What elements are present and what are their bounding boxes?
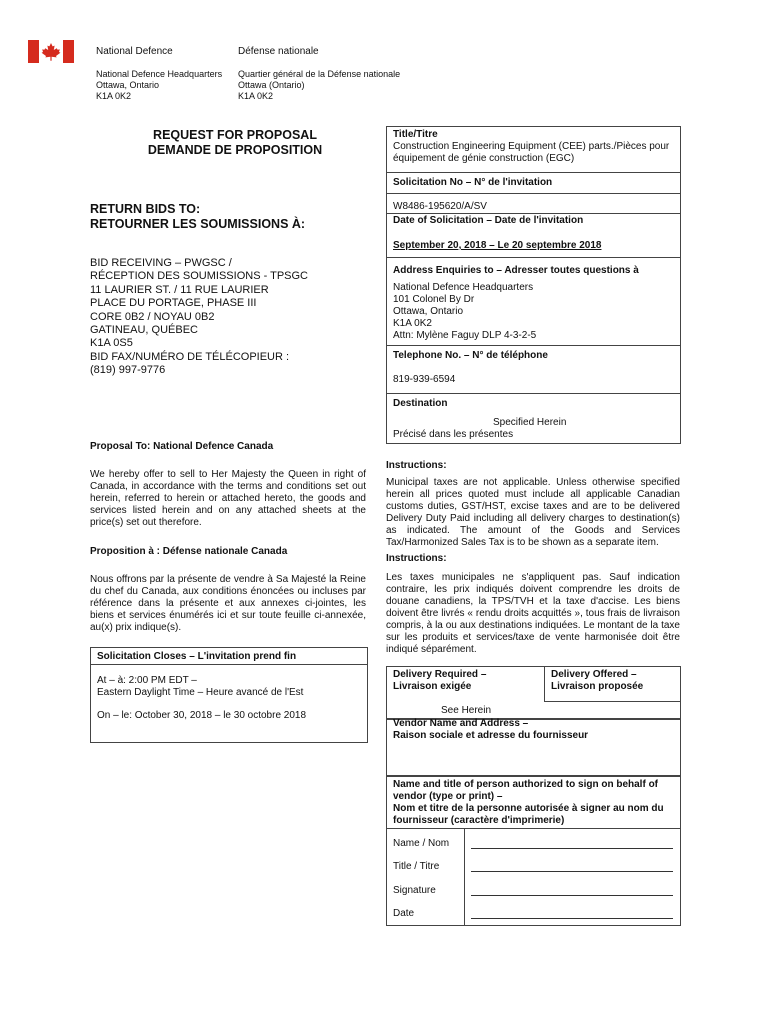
delivery-offered-label: Delivery Offered – Livraison proposée (551, 669, 644, 692)
rfp-title-en: REQUEST FOR PROPOSAL (153, 128, 317, 142)
proposal-body-fr: Nous offrons par la présente de vendre à Sa Majesté la Reine du chef du Canada, aux conditions énoncées ou incluses par référence dans la présente et aux annexes ci-jointes, les biens et services énumérés ici et sur toute feuille ci-annexée, au(x) prix indique(s). (90, 574, 366, 633)
right-top-border (386, 126, 681, 127)
right-column-border-right (680, 126, 681, 444)
closes-time: At – à: 2:00 PM EDT – Eastern Daylight Time – Heure avancé de l'Est (97, 675, 304, 698)
enquiries-label: Address Enquiries to – Adresser toutes questions à (393, 265, 639, 276)
telephone-value: 819-939-6594 (393, 374, 456, 385)
delivery-required-label: Delivery Required – Livraison exigée (393, 669, 487, 692)
sig-signature-line[interactable] (471, 895, 673, 896)
solicitation-date-label: Date of Solicitation – Date de l'invitation (393, 215, 584, 226)
sig-date-label: Date (393, 908, 415, 919)
vendor-label: Vendor Name and Address – Raison sociale et adresse du fournisseur (393, 718, 589, 741)
sig-signature-label: Signature (393, 885, 436, 896)
divider-solvalue (386, 213, 681, 214)
right-column-border (386, 126, 387, 444)
instructions-label-fr: Instructions: (386, 553, 447, 564)
authorized-signer-divider (386, 828, 681, 829)
delivery-divider (544, 666, 545, 702)
return-bids-heading-fr: RETOURNER LES SOUMISSIONS À: (90, 217, 306, 231)
title-value: Construction Engineering Equipment (CEE) parts./Pièces pour équipement de génie construction (EGC) (393, 141, 670, 164)
rfp-title-fr: DEMANDE DE PROPOSITION (147, 143, 323, 157)
authorized-signer-label-text: Name and title of person authorized to sign on behalf of vendor (type or print) – Nom et titre de la personne autorisée à signer au nom du fournisseur (caractère d'imprimerie) (393, 779, 664, 826)
divider-date (386, 257, 681, 258)
instructions-body-en: Municipal taxes are not applicable. Unless otherwise specified herein all prices quoted must include all applicable Canadian customs duties, GST/HST, excise taxes and are to be delivered Delivery Duty Paid including all delivery charges to destination(s) as indicated. The amount of the Goods and Services Tax/Harmonized Sales Tax is to be shown as a separate item. (386, 477, 680, 548)
sig-name-label: Name / Nom (393, 838, 450, 849)
divider-tel (386, 393, 681, 394)
dept-address-fr: Quartier général de la Défense nationale Ottawa (Ontario) K1A 0K2 (238, 69, 401, 101)
proposal-heading-fr: Proposition à : Défense nationale Canada (90, 546, 288, 557)
solicitation-no-label: Solicitation No – N° de l'invitation (393, 177, 553, 188)
sig-title-line[interactable] (471, 871, 673, 872)
dept-name-fr: Défense nationale (238, 46, 319, 57)
divider-dest (386, 443, 681, 444)
proposal-heading-en: Proposal To: National Defence Canada (90, 441, 274, 452)
closes-divider (90, 664, 368, 665)
sig-date-line[interactable] (471, 918, 673, 919)
authorized-signer-label (393, 779, 677, 827)
destination-value-en: Specified Herein (493, 417, 567, 428)
proposal-body-en: We hereby offer to sell to Her Majesty the Queen in right of Canada, in accordance with the terms and conditions set out herein, referred to herein or attached hereto, the goods and services listed herein and on any attached sheets at the price(s) set out therefore. (90, 469, 366, 528)
signature-column-divider (464, 828, 465, 926)
delivery-bottom-divider (544, 701, 681, 702)
instructions-body-fr: Les taxes municipales ne s'appliquent pas. Sauf indication contraire, les prix indiqués doivent comprendre les droits de douane canadiens, la TPS/TVH et la taxe d'accise. Les biens doivent être livrés « rendu droits acquittés », tous frais de livraison compris, à la ou aux destinations indiquées. Le montant de la taxe sur les produits et services/taxe de vente harmonisée doit être indiqué séparément. (386, 572, 680, 655)
instructions-label-en: Instructions: (386, 460, 447, 471)
dept-address-en: National Defence Headquarters Ottawa, Ontario K1A 0K2 (96, 69, 223, 101)
return-bids-heading-en: RETURN BIDS TO: (90, 202, 201, 216)
divider-enq (386, 345, 681, 346)
sig-title-label: Title / Titre (393, 861, 440, 872)
enquiries-address: National Defence Headquarters 101 Colonel By Dr Ottawa, Ontario K1A 0K2 Attn: Mylène Faguy DLP 4-3-2-5 (393, 282, 537, 341)
dept-name-en: National Defence (96, 46, 173, 57)
closes-date: On – le: October 30, 2018 – le 30 octobre 2018 (97, 710, 307, 721)
title-label: Title/Titre (393, 129, 438, 140)
destination-value-fr: Précisé dans les présentes (393, 429, 514, 440)
sig-name-line[interactable] (471, 848, 673, 849)
closes-heading: Solicitation Closes – L'invitation prend fin (97, 651, 297, 662)
return-bids-address: BID RECEIVING – PWGSC / RÉCEPTION DES SOUMISSIONS - TPSGC 11 LAURIER ST. / 11 RUE LAURIER PLACE DU PORTAGE, PHASE III CORE 0B2 / NOYAU 0B2 GATINEAU, QUÉBEC K1A 0S5 BID FAX/NUMÉRO DE TÉLÉCOPIEUR : (819) 997-9776 (90, 257, 308, 377)
solicitation-no-value: W8486-195620/A/SV (393, 201, 487, 212)
destination-label: Destination (393, 398, 448, 409)
divider-title (386, 172, 681, 173)
canada-flag-logo (28, 40, 74, 63)
telephone-label: Telephone No. – N° de téléphone (393, 350, 548, 361)
solicitation-date-value: September 20, 2018 – Le 20 septembre 2018 (393, 240, 602, 251)
delivery-see-herein: See Herein (441, 705, 492, 716)
divider-sol (386, 193, 681, 194)
